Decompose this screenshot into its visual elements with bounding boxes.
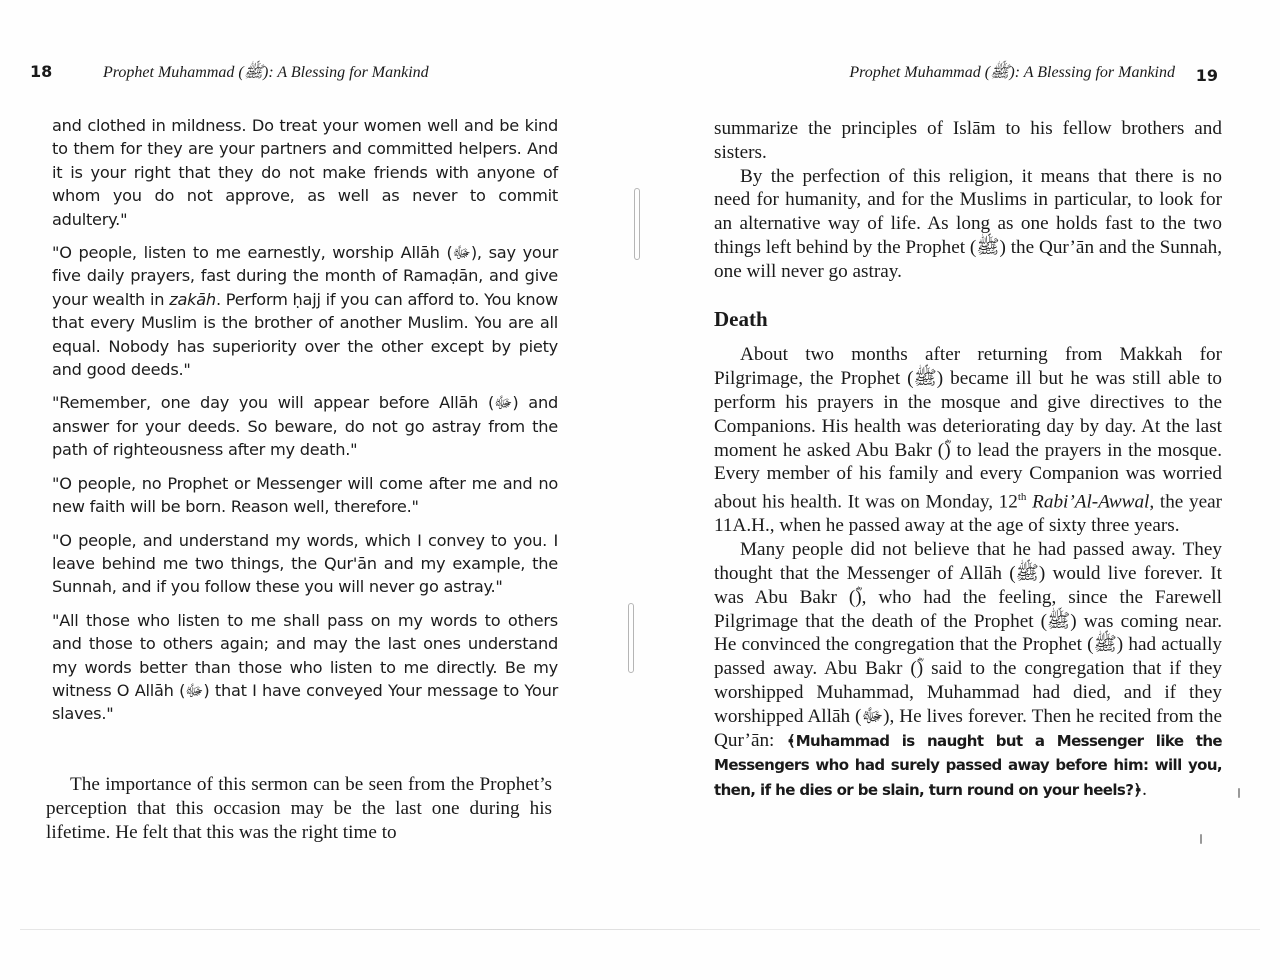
text-part: the year 11A.H., when he passed away at the age of sixty three years. (714, 491, 1222, 537)
sermon-paragraph: "O people, no Prophet or Messenger will come after me and no new faith will be born. Reason well, therefore." (52, 473, 558, 517)
text-part: About two months after returning from Makkah for Pilgrimage, the Prophet (ﷺ) became ill but he was still able to perform his prayers in the mosque and give directives to the Companions. His health was deteriorating day by day. At the last moment he asked Abu Bakr (ؓ) to lead the prayers in the mosque. Every member of his family and every Companion was worried about his health. It was on Monday, 12 (714, 344, 1223, 513)
italic-term: zakāh (169, 289, 216, 309)
binding-staple-mark (628, 603, 634, 673)
section-heading: Death (714, 306, 768, 331)
body-paragraph (714, 343, 1222, 538)
running-head-title: Prophet Muhammad (ﷺ): A Blessing for Mankind (103, 64, 429, 81)
sermon-paragraph: "O people, and understand my words, which I convey to you. I leave behind me two things, the Qur'ān and my example, the Sunnah, and if you follow these you will never go astray." (52, 530, 558, 597)
scan-speck (1238, 788, 1240, 798)
sermon-text (52, 114, 558, 736)
sermon-text-part: . Perform ḥajj if you can afford to. You know that every Muslim is the brother of another Muslim. You are all equal. Nobody has superiority over the other except by piety and good deeds." (52, 289, 558, 380)
italic-term: Rabi’Al-Awwal, (1032, 491, 1155, 513)
closing-text (46, 773, 552, 845)
page-number: 18 (30, 62, 53, 81)
text-part: . (1142, 779, 1147, 801)
body-paragraph: By the perfection of this religion, it means that there is no need for humanity, and for the Muslims in particular, to look for an alternative way of life. As long as one holds fast to the two things left behind by the Prophet (ﷺ) the Qur’ān and the Sunnah, one will never go astray. (714, 165, 1222, 282)
ordinal-suffix: th (1017, 491, 1027, 504)
body-paragraph: summarize the principles of Islām to his fellow brothers and sisters. (714, 118, 1222, 163)
body-paragraph: The importance of this sermon can be seen from the Prophet’s perception that this occasion may be the last one during his lifetime. He felt that this was the right time to (46, 774, 552, 843)
sermon-paragraph: and clothed in mildness. Do treat your women well and be kind to them for they are your partners and committed helpers. And it is your right that they do not make friends with anyone of whom you do not approve, as well as never to commit adultery." (52, 116, 558, 229)
sermon-text-part: "O people, listen to me earnestly, worship Allāh (ﷻ), say your five daily prayers, fast during the month of Ramaḍān, and give your wealth in (52, 243, 558, 309)
right-page-text (714, 117, 1222, 803)
body-paragraph (714, 538, 1222, 803)
sermon-paragraph: "Remember, one day you will appear before Allāh (ﷻ) and answer for your deeds. So beware, do not go astray from the path of righteousness after my death." (52, 393, 559, 460)
scan-speck (1200, 834, 1202, 844)
page-bottom-edge (20, 929, 1260, 930)
running-head (849, 62, 1175, 85)
text-part: Many people did not believe that he had passed away. They thought that the Messenger of Allāh (ﷺ) would live forever. It was Abu Bakr (ؓ), who had the feeling, since the Farewell Pilgrimage that the death of the Prophet (ﷺ) was coming near. He convinced the congregation that the Prophet (ﷺ) had actually passed away. Abu Bakr (ؓ) said to the congregation that if they worshipped Muhammad, Muhammad had died, and if they worshipped Allāh (ﷻ), He lives forever. Then he recited from the Qur’ān: (714, 539, 1223, 751)
running-head (103, 62, 429, 85)
running-head-title: Prophet Muhammad (ﷺ): A Blessing for Mankind (849, 64, 1175, 81)
quran-quote: ﴾Muhammad is naught but a Messenger like the Messengers who had surely passed away before him: will you, then, if he dies or be slain, turn round on your heels?﴿ (714, 731, 1222, 800)
page-number: 19 (1195, 66, 1218, 85)
sermon-paragraph (52, 241, 558, 381)
sermon-paragraph: "All those who listen to me shall pass on my words to others and those to others again; and may the last ones understand my words better than those who listen to me directly. Be my witness O Allāh (ﷻ) that I have conveyed Your message to Your slaves." (52, 610, 558, 724)
